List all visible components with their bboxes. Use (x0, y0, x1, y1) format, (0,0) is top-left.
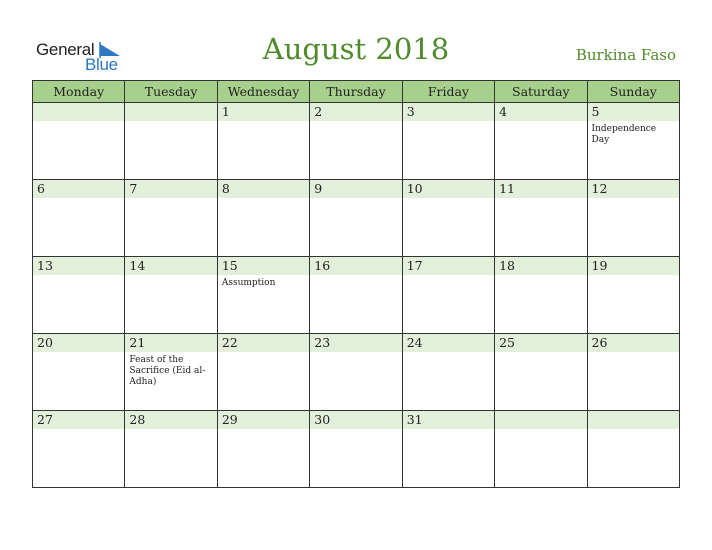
calendar-day-cell (33, 180, 125, 257)
day-number: 8 (218, 180, 309, 198)
day-number: 29 (218, 411, 309, 429)
calendar-day-cell (402, 411, 494, 488)
calendar-day-cell (495, 334, 587, 411)
logo-text-general: General (36, 40, 95, 59)
weekday-header-row (33, 81, 680, 103)
day-number: 18 (495, 257, 586, 275)
day-number (495, 411, 586, 429)
holiday-label: Assumption (221, 278, 276, 288)
day-number: 14 (125, 257, 216, 275)
day-number: 25 (495, 334, 586, 352)
calendar-day-cell (125, 103, 217, 180)
calendar-day-cell (125, 257, 217, 334)
calendar-week-row (33, 103, 680, 180)
calendar-day-cell (217, 334, 309, 411)
calendar-grid (32, 80, 680, 488)
day-number: 16 (310, 257, 401, 275)
day-number: 12 (588, 180, 679, 198)
day-number: 17 (403, 257, 494, 275)
calendar-day-cell (495, 411, 587, 488)
day-number (125, 103, 216, 121)
calendar-day-cell (217, 103, 309, 180)
day-number: 6 (33, 180, 124, 198)
day-number: 28 (125, 411, 216, 429)
day-number: 21 (125, 334, 216, 352)
calendar-week-row (33, 180, 680, 257)
day-number: 4 (495, 103, 586, 121)
holiday-label: Independence Day (591, 124, 657, 145)
holiday-label: Feast of the Sacrifice (Eid al-Adha) (129, 355, 206, 387)
day-number: 13 (33, 257, 124, 275)
day-number: 24 (403, 334, 494, 352)
calendar-day-cell (402, 334, 494, 411)
logo-text-blue: Blue (85, 55, 118, 74)
calendar-day-cell (310, 334, 402, 411)
weekday-header: Thursday (310, 81, 402, 103)
weekday-header: Sunday (587, 81, 679, 103)
calendar-day-cell (217, 411, 309, 488)
calendar-week-row (33, 334, 680, 411)
calendar-day-cell (33, 257, 125, 334)
calendar-day-cell (33, 103, 125, 180)
calendar-week-row (33, 257, 680, 334)
calendar-day-cell (587, 334, 679, 411)
day-number (33, 103, 124, 121)
calendar-day-cell (495, 103, 587, 180)
day-number: 30 (310, 411, 401, 429)
day-number (588, 411, 679, 429)
calendar-day-cell (33, 411, 125, 488)
calendar-day-cell (310, 257, 402, 334)
weekday-header: Tuesday (125, 81, 217, 103)
calendar-day-cell (587, 103, 679, 180)
calendar-day-cell (125, 334, 217, 411)
calendar-day-cell (402, 180, 494, 257)
calendar-day-cell (495, 257, 587, 334)
calendar-day-cell (587, 411, 679, 488)
calendar-day-cell (310, 411, 402, 488)
day-number: 2 (310, 103, 401, 121)
calendar-day-cell (33, 334, 125, 411)
weekday-header: Monday (33, 81, 125, 103)
calendar-day-cell (587, 180, 679, 257)
calendar-day-cell (402, 103, 494, 180)
day-number: 7 (125, 180, 216, 198)
weekday-header: Friday (402, 81, 494, 103)
calendar-day-cell (587, 257, 679, 334)
calendar-week-row (33, 411, 680, 488)
day-number: 11 (495, 180, 586, 198)
day-number: 26 (588, 334, 679, 352)
calendar-day-cell (402, 257, 494, 334)
day-number: 22 (218, 334, 309, 352)
day-number: 31 (403, 411, 494, 429)
day-number: 15 (218, 257, 309, 275)
day-number: 23 (310, 334, 401, 352)
calendar-day-cell (217, 180, 309, 257)
day-number: 10 (403, 180, 494, 198)
calendar-day-cell (125, 411, 217, 488)
day-number: 27 (33, 411, 124, 429)
calendar-day-cell (495, 180, 587, 257)
calendar-day-cell (125, 180, 217, 257)
weekday-header: Wednesday (217, 81, 309, 103)
day-number: 1 (218, 103, 309, 121)
country-label: Burkina Faso (575, 46, 676, 64)
day-number: 9 (310, 180, 401, 198)
day-number: 19 (588, 257, 679, 275)
day-number: 3 (403, 103, 494, 121)
calendar-day-cell (310, 103, 402, 180)
calendar-day-cell (310, 180, 402, 257)
day-number: 5 (588, 103, 679, 121)
calendar-day-cell (217, 257, 309, 334)
weekday-header: Saturday (495, 81, 587, 103)
page-title: August 2018 (262, 32, 450, 66)
day-number: 20 (33, 334, 124, 352)
